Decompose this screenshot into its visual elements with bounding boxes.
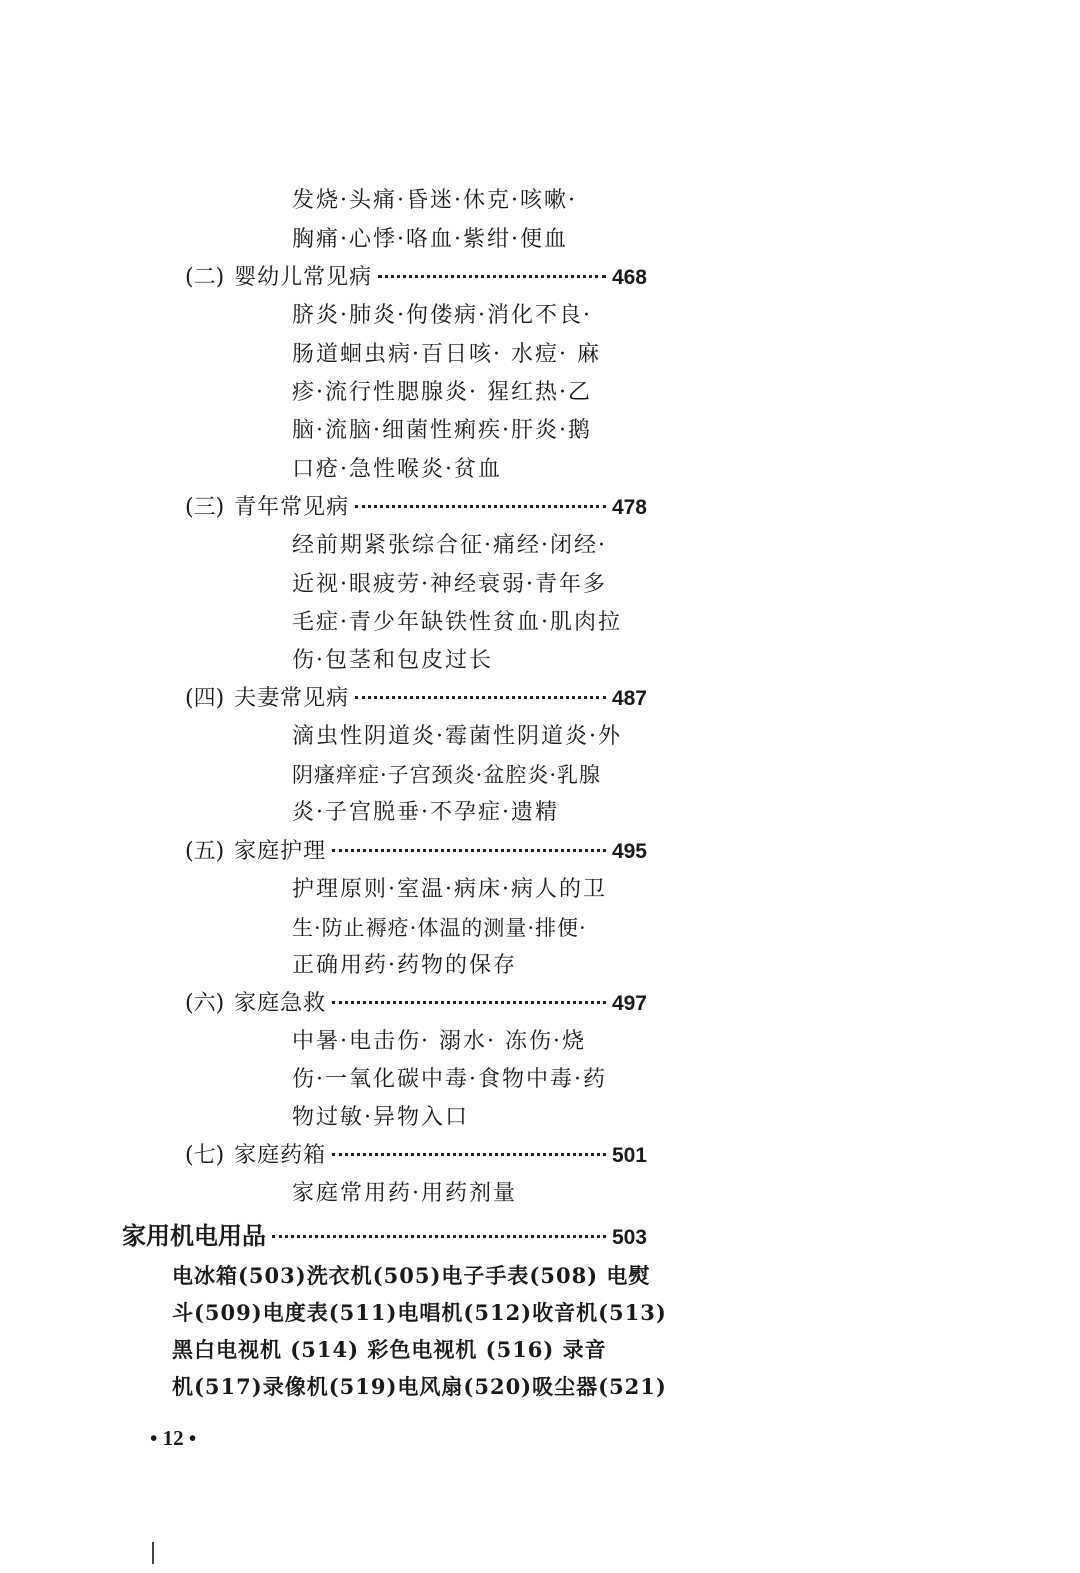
entry-title: 家庭药箱 (234, 1143, 327, 1168)
appliance-list-line: 机(517)录像机(519)电风扇(520)吸尘器(521) (172, 1374, 667, 1399)
toc-desc-line: 毛症·青少年缺铁性贫血·肌肉拉 (292, 610, 622, 635)
leader-dots (378, 275, 606, 278)
leader-dots (272, 1235, 606, 1238)
entry-number: (七) (185, 1143, 225, 1168)
toc-desc-line: 滴虫性阴道炎·霉菌性阴道炎·外 (292, 724, 622, 749)
toc-section-appliances[interactable] (122, 1221, 647, 1253)
entry-title: 青年常见病 (234, 495, 350, 520)
appliance-list-line: 电冰箱(503)洗衣机(505)电子手表(508) 电熨 (172, 1263, 651, 1288)
leader-dots (355, 696, 606, 699)
toc-entry-couples[interactable] (185, 684, 647, 714)
entry-page: 497 (611, 992, 647, 1015)
section-page: 503 (611, 1226, 647, 1249)
toc-desc-line: 正确用药·药物的保存 (292, 953, 517, 978)
section-title: 家用机电用品 (122, 1221, 266, 1250)
leader-dots (355, 505, 606, 508)
toc-desc-line: 家庭常用药·用药剂量 (292, 1181, 517, 1206)
toc-desc-line: 中暑·电击伤· 溺水· 冻伤·烧 (292, 1029, 586, 1054)
entry-page: 478 (611, 496, 647, 519)
entry-page: 501 (611, 1144, 647, 1167)
toc-desc-line: 生·防止褥疮·体温的测量·排便· (292, 916, 587, 940)
toc-desc-line: 发烧·头痛·昏迷·休克·咳嗽· (292, 188, 577, 213)
toc-desc-line: 疹·流行性腮腺炎· 猩红热·乙 (292, 380, 592, 405)
entry-title: 夫妻常见病 (234, 686, 350, 711)
leader-dots (332, 1001, 606, 1004)
leader-dots (332, 849, 606, 852)
entry-page: 487 (611, 687, 647, 710)
entry-number: (三) (185, 495, 225, 520)
toc-desc-line: 伤·一氧化碳中毒·食物中毒·药 (292, 1067, 607, 1092)
toc-desc-line: 脐炎·肺炎·佝偻病·消化不良· (292, 303, 592, 328)
page-number: • 12 • (150, 1426, 197, 1450)
toc-desc-line: 肠道蛔虫病·百日咳· 水痘· 麻 (292, 342, 601, 367)
toc-desc-line: 经前期紧张综合征·痛经·闭经· (292, 533, 607, 558)
toc-desc-line: 伤·包茎和包皮过长 (292, 648, 493, 673)
entry-page: 468 (611, 266, 647, 289)
entry-number: (五) (185, 839, 225, 864)
scan-mark (152, 1542, 154, 1564)
toc-desc-line: 护理原则·室温·病床·病人的卫 (292, 877, 607, 902)
toc-desc-line: 脑·流脑·细菌性痢疾·肝炎·鹅 (292, 418, 592, 443)
entry-title: 家庭护理 (234, 839, 327, 864)
entry-number: (六) (185, 991, 225, 1016)
toc-entry-infant[interactable] (185, 263, 647, 293)
entry-number: (二) (185, 265, 225, 290)
toc-desc-line: 炎·子宫脱垂·不孕症·遗精 (292, 800, 559, 825)
appliance-list-line: 黑白电视机 (514) 彩色电视机 (516) 录音 (172, 1337, 607, 1362)
entry-page: 495 (611, 840, 647, 863)
toc-entry-youth[interactable] (185, 493, 647, 523)
toc-desc-line: 近视·眼疲劳·神经衰弱·青年多 (292, 572, 607, 597)
leader-dots (332, 1153, 606, 1156)
entry-number: (四) (185, 686, 225, 711)
toc-desc-line: 物过敏·异物入口 (292, 1105, 469, 1130)
toc-entry-home-nursing[interactable] (185, 837, 647, 867)
entry-title: 婴幼儿常见病 (234, 265, 373, 290)
entry-title: 家庭急救 (234, 991, 327, 1016)
toc-desc-line: 阴瘙痒症·子宫颈炎·盆腔炎·乳腺 (292, 763, 602, 787)
toc-entry-first-aid[interactable] (185, 989, 647, 1019)
appliance-list-line: 斗(509)电度表(511)电唱机(512)收音机(513) (172, 1300, 667, 1325)
toc-desc-line: 胸痛·心悸·咯血·紫绀·便血 (292, 227, 568, 252)
toc-desc-line: 口疮·急性喉炎·贫血 (292, 457, 502, 482)
toc-entry-medicine-chest[interactable] (185, 1141, 647, 1171)
